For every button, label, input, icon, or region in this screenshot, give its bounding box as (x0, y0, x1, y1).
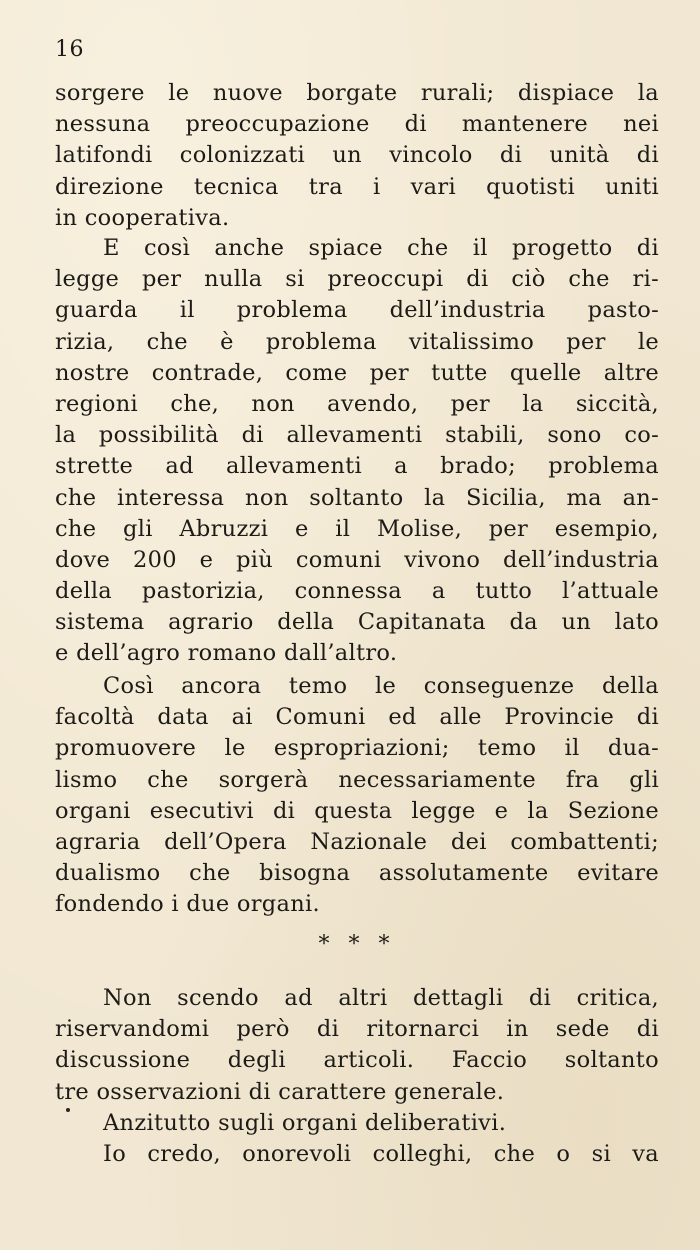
paragraph-continued (55, 78, 659, 234)
text-line: sorgere le nuove borgate rurali; dispiace la (55, 80, 659, 106)
text-line: organi esecutivi di questa legge e la Sezione (55, 797, 659, 824)
text-line: Così ancora temo le conseguenze della (103, 673, 659, 699)
section-separator: * * * (318, 932, 396, 957)
text-line: direzione tecnica tra i vari quotisti uniti (55, 173, 659, 200)
text-line: in cooperativa. (55, 204, 230, 231)
paragraph-espropriazioni (55, 671, 659, 921)
text-line: strette ad allevamenti a brado; problema (55, 453, 659, 480)
text-line: la possibilità di allevamenti stabili, sono co- (55, 422, 659, 449)
text-line: nostre contrade, come per tutte quelle altre (55, 359, 659, 386)
text-line: guarda il problema dell’industria pasto- (55, 297, 659, 324)
text-line: E così anche spiace che il progetto di (103, 235, 659, 261)
text-line: fondendo i due organi. (55, 891, 320, 918)
text-line: e dell’agro romano dall’altro. (55, 640, 398, 667)
text-line: riservandomi però di ritornarci in sede di (55, 1016, 659, 1043)
text-line: dualismo che bisogna assolutamente evitare (55, 860, 659, 887)
text-line: promuovere le espropriazioni; temo il dua- (55, 735, 659, 762)
text-line: nessuna preoccupazione di mantenere nei (55, 111, 659, 138)
paragraph-pastorizia (55, 233, 659, 670)
text-line: latifondi colonizzati un vincolo di unità di (55, 142, 659, 169)
text-line: legge per nulla si preoccupi di ciò che ri- (55, 266, 659, 293)
paragraph-osservazioni (55, 983, 659, 1170)
text-line: che gli Abruzzi e il Molise, per esempio, (55, 515, 659, 542)
text-line: rizia, che è problema vitalissimo per le (55, 328, 659, 355)
text-line: che interessa non soltanto la Sicilia, ma an- (55, 484, 659, 511)
text-line: Io credo, onorevoli colleghi, che o si va (103, 1140, 659, 1167)
text-line: sistema agrario della Capitanata da un lato (55, 609, 659, 636)
ink-speck (66, 1108, 70, 1112)
text-line: dove 200 e più comuni vivono dell’industria (55, 546, 659, 573)
text-line: facoltà data ai Comuni ed alle Provincie di (55, 704, 659, 731)
text-line: della pastorizia, connessa a tutto l’attuale (55, 578, 659, 605)
text-line: agraria dell’Opera Nazionale dei combattenti; (55, 828, 659, 855)
text-line: regioni che, non avendo, per la siccità, (55, 390, 659, 417)
text-line: Anzitutto sugli organi deliberativi. (103, 1109, 507, 1136)
text-line: discussione degli articoli. Faccio soltanto (55, 1047, 659, 1074)
text-line: Non scendo ad altri dettagli di critica, (103, 985, 659, 1011)
text-line: lismo che sorgerà necessariamente fra gli (55, 766, 659, 793)
text-line: tre osservazioni di carattere generale. (55, 1078, 505, 1105)
page-number: 16 (55, 37, 84, 62)
